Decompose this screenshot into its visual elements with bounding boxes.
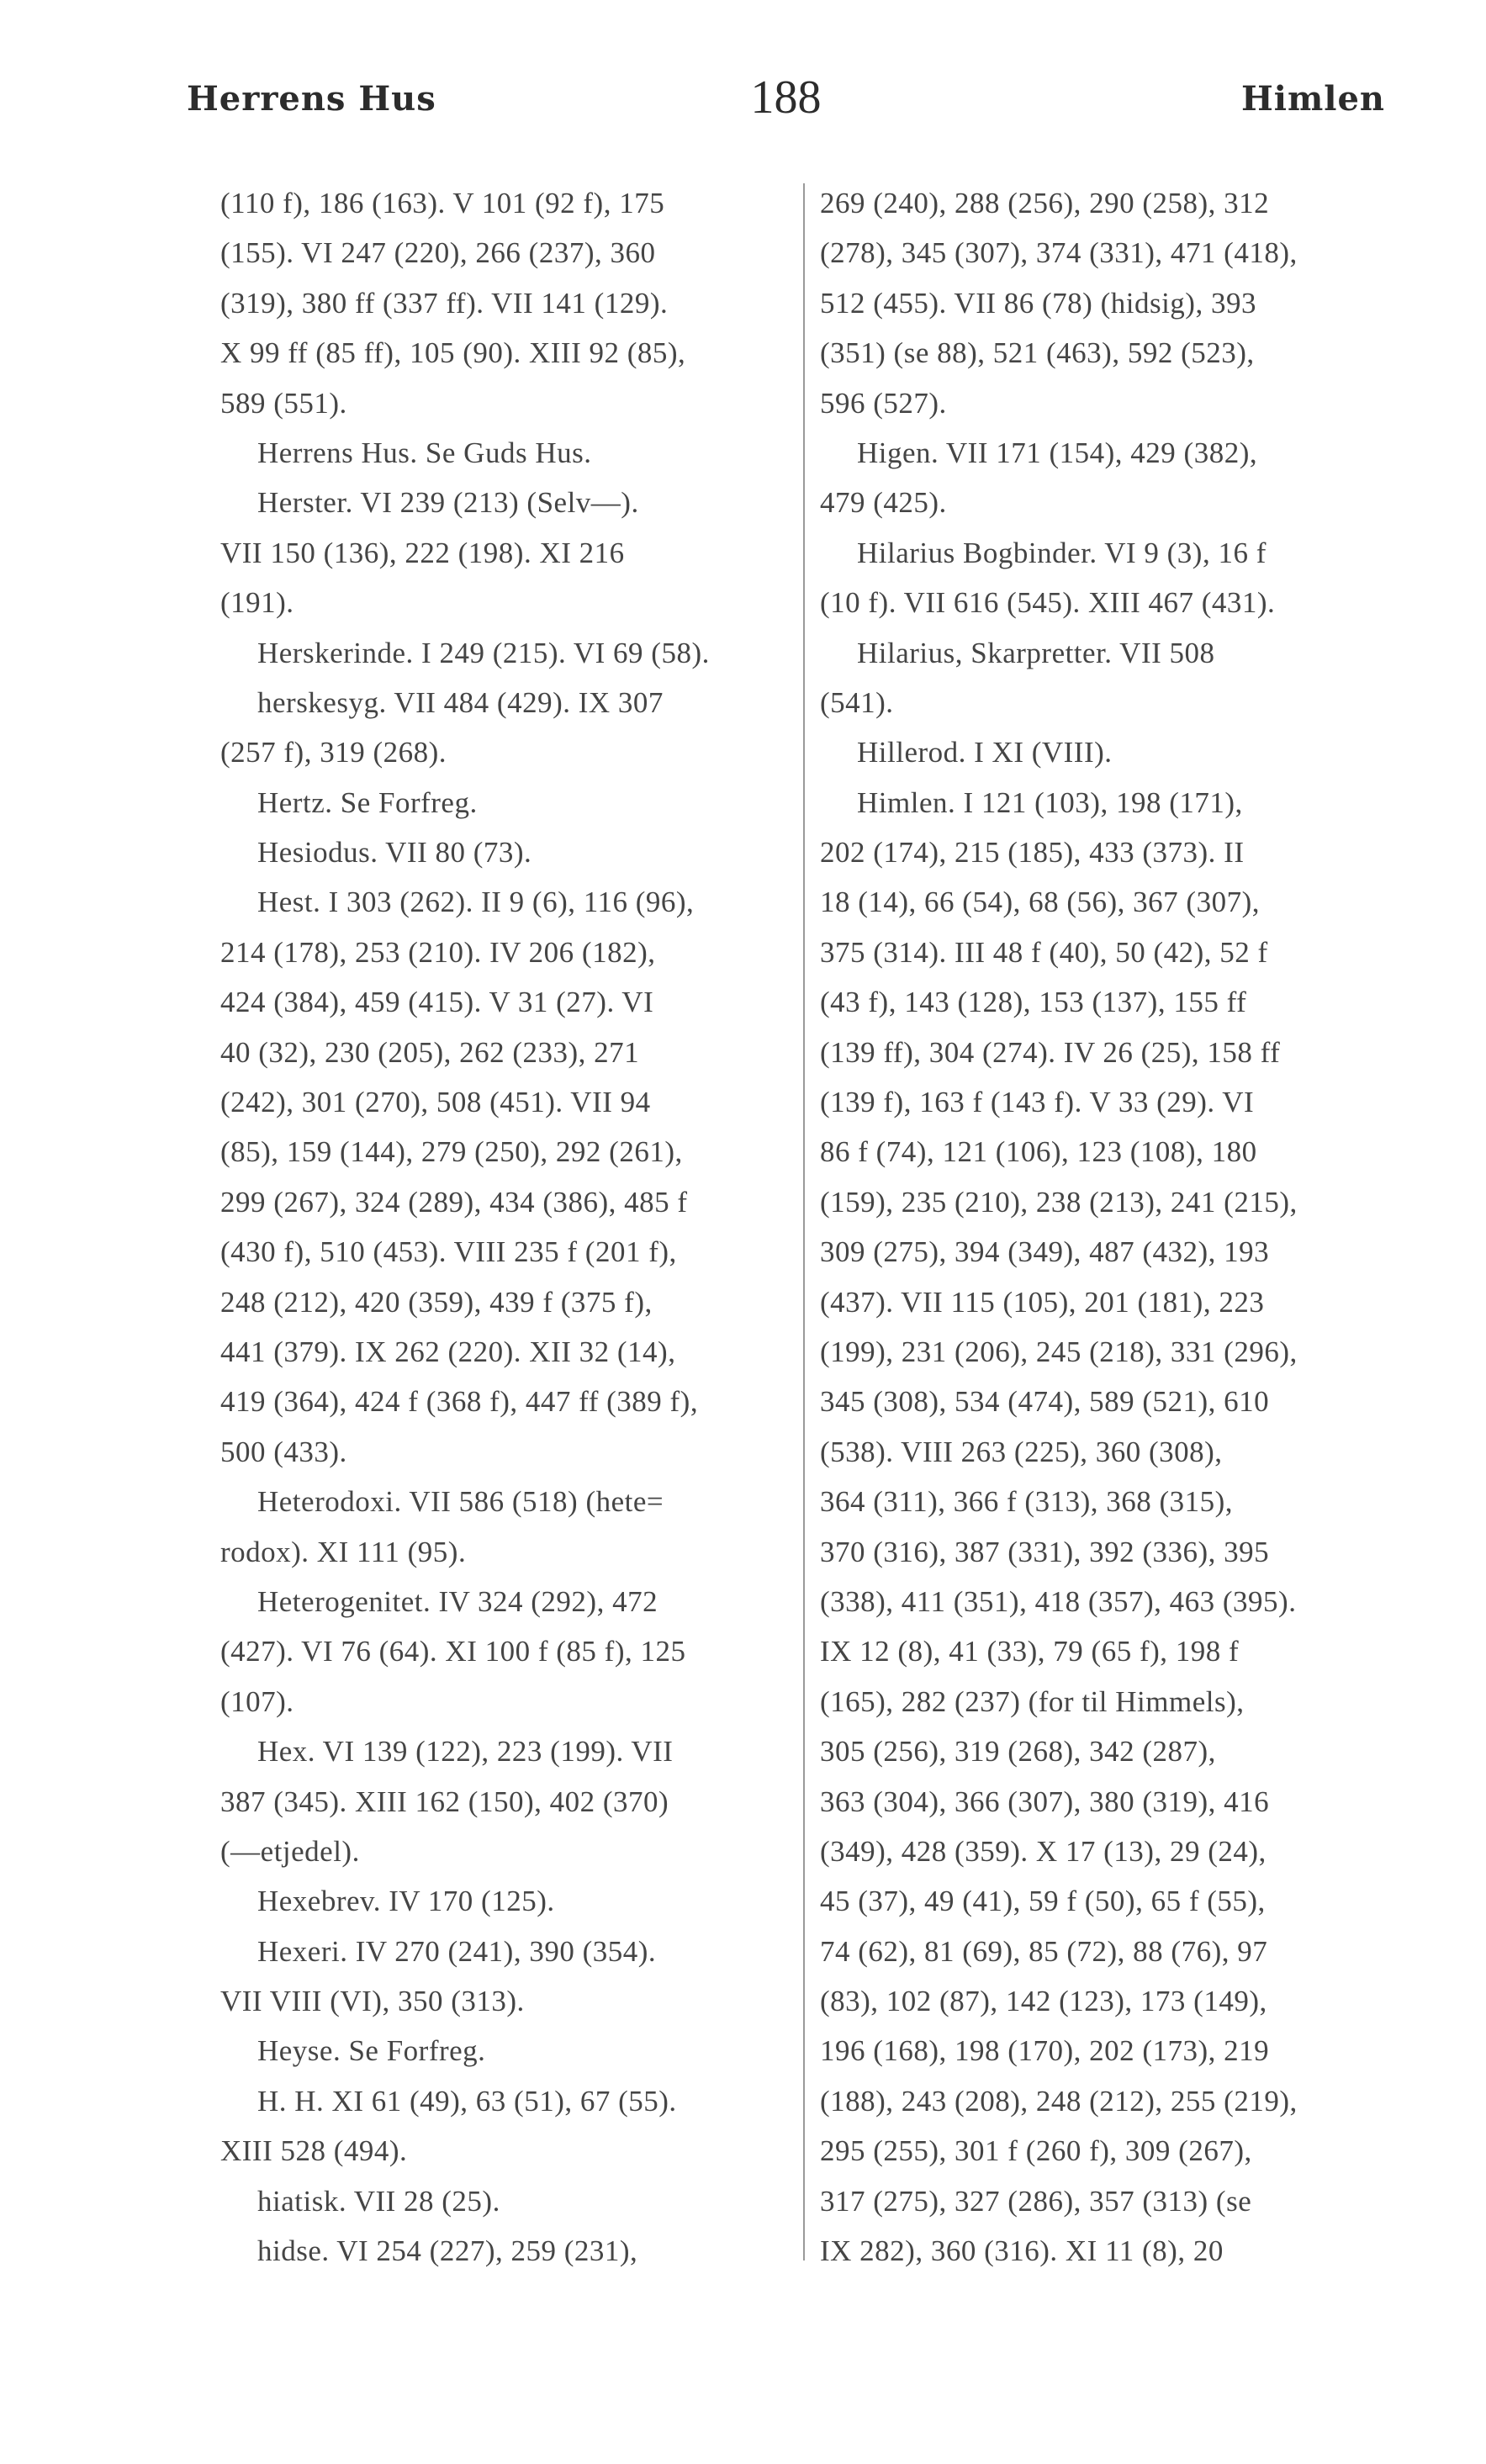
index-entry-line: 18 (14), 66 (54), 68 (56), 367 (307),	[820, 886, 1260, 919]
index-entry-line: 364 (311), 366 f (313), 368 (315),	[820, 1485, 1234, 1519]
index-entry-heading-line: Herster. VI 239 (213) (Selv—).	[257, 486, 639, 520]
index-entry-heading-line: Hex. VI 139 (122), 223 (199). VII	[257, 1735, 674, 1769]
index-entry-line: 419 (364), 424 f (368 f), 447 ff (389 f),	[220, 1385, 699, 1419]
index-entry-line: (199), 231 (206), 245 (218), 331 (296),	[820, 1335, 1298, 1368]
index-entry-heading-line: herskesyg. VII 484 (429). IX 307	[257, 685, 664, 719]
index-entry-line: (351) (se 88), 521 (463), 592 (523),	[820, 336, 1255, 370]
index-entry-line: 196 (168), 198 (170), 202 (173), 219	[820, 2034, 1270, 2068]
column-divider	[803, 183, 805, 2260]
index-entry-line: (—etjedel).	[220, 1834, 360, 1868]
index-entry-line: 317 (275), 327 (286), 357 (313) (se	[820, 2184, 1252, 2218]
right-column	[820, 178, 1409, 2276]
index-entry-line: (349), 428 (359). X 17 (13), 29 (24),	[820, 1834, 1267, 1868]
index-entry-line: (242), 301 (270), 508 (451). VII 94	[220, 1086, 651, 1119]
index-entry-line: (10 f). VII 616 (545). XIII 467 (431).	[820, 586, 1276, 620]
index-entry-line: (541).	[820, 685, 894, 719]
index-entry-line: VII VIII (VI), 350 (313).	[220, 1985, 525, 2018]
index-entry-heading-line: Heterogenitet. IV 324 (292), 472	[257, 1584, 658, 1618]
index-entry-line: 309 (275), 394 (349), 487 (432), 193	[820, 1235, 1270, 1269]
index-entry-heading-line: Hillerod. I XI (VIII).	[857, 736, 1113, 769]
index-entry-line: IX 282), 360 (316). XI 11 (8), 20	[820, 2234, 1224, 2268]
index-entry-line: 596 (527).	[820, 386, 947, 420]
index-entry-line: 512 (455). VII 86 (78) (hidsig), 393	[820, 286, 1256, 320]
index-entry-line: 424 (384), 459 (415). V 31 (27). VI	[220, 986, 654, 1019]
index-entry-line: 363 (304), 366 (307), 380 (319), 416	[820, 1785, 1270, 1818]
index-entry-line: (83), 102 (87), 142 (123), 173 (149),	[820, 1985, 1267, 2018]
index-entry-heading-line: Heterodoxi. VII 586 (518) (hete=	[257, 1485, 664, 1519]
running-head-right: Himlen	[1240, 79, 1385, 119]
index-entry-line: X 99 ff (85 ff), 105 (90). XIII 92 (85),	[220, 336, 686, 370]
index-entry-line: 589 (551).	[220, 386, 347, 420]
page-number: 188	[750, 71, 822, 124]
index-entry-line: rodox). XI 111 (95).	[220, 1535, 467, 1568]
running-head-left: Herrens Hus	[187, 79, 436, 119]
index-entry-line: 202 (174), 215 (185), 433 (373). II	[820, 836, 1245, 870]
index-entry-line: XIII 528 (494).	[220, 2134, 408, 2168]
left-column	[220, 178, 809, 2276]
page-header	[187, 71, 1385, 138]
index-entry-line: 86 f (74), 121 (106), 123 (108), 180	[820, 1135, 1257, 1169]
index-entry-heading-line: hiatisk. VII 28 (25).	[257, 2184, 500, 2218]
index-entry-line: (278), 345 (307), 374 (331), 471 (418),	[820, 236, 1298, 270]
index-entry-line: (188), 243 (208), 248 (212), 255 (219),	[820, 2084, 1298, 2118]
index-entry-line: (139 f), 163 f (143 f). V 33 (29). VI	[820, 1086, 1255, 1119]
index-entry-line: 214 (178), 253 (210). IV 206 (182),	[220, 935, 656, 969]
index-entry-line: (110 f), 186 (163). V 101 (92 f), 175	[220, 187, 665, 219]
index-entry-line: (437). VII 115 (105), 201 (181), 223	[820, 1285, 1265, 1319]
index-entry-heading-line: Hexeri. IV 270 (241), 390 (354).	[257, 1934, 657, 1968]
index-entry-line: 370 (316), 387 (331), 392 (336), 395	[820, 1535, 1270, 1568]
index-entry-line: (427). VI 76 (64). XI 100 f (85 f), 125	[220, 1635, 686, 1668]
index-entry-heading-line: Hilarius, Skarpretter. VII 508	[857, 636, 1215, 669]
index-entry-line: (165), 282 (237) (for til Himmels),	[820, 1684, 1245, 1718]
index-entry-line: 500 (433).	[220, 1435, 347, 1468]
index-entry-heading-line: Herskerinde. I 249 (215). VI 69 (58).	[257, 636, 710, 669]
index-entry-heading-line: H. H. XI 61 (49), 63 (51), 67 (55).	[257, 2084, 677, 2118]
index-entry-line: (257 f), 319 (268).	[220, 736, 447, 769]
index-entry-line: (338), 411 (351), 418 (357), 463 (395).	[820, 1584, 1297, 1618]
index-entry-line: 387 (345). XIII 162 (150), 402 (370)	[220, 1785, 669, 1818]
index-entry-heading-line: Hesiodus. VII 80 (73).	[257, 836, 532, 870]
index-entry-heading-line: Hexebrev. IV 170 (125).	[257, 1885, 555, 1918]
index-entry-line: (191).	[220, 586, 294, 620]
index-entry-line: (319), 380 ff (337 ff). VII 141 (129).	[220, 286, 669, 320]
index-entry-line: 40 (32), 230 (205), 262 (233), 271	[220, 1035, 640, 1069]
index-entry-line: 299 (267), 324 (289), 434 (386), 485 f	[220, 1185, 688, 1219]
index-entry-line: 295 (255), 301 f (260 f), 309 (267),	[820, 2134, 1252, 2168]
index-entry-heading-line: Hilarius Bogbinder. VI 9 (3), 16 f	[857, 536, 1267, 569]
index-entry-line: 269 (240), 288 (256), 290 (258), 312	[820, 187, 1270, 219]
index-entry-heading-line: Hest. I 303 (262). II 9 (6), 116 (96),	[257, 886, 695, 919]
index-entry-line: (85), 159 (144), 279 (250), 292 (261),	[220, 1135, 683, 1169]
index-entry-line: (43 f), 143 (128), 153 (137), 155 ff	[820, 986, 1247, 1019]
index-entry-line: 45 (37), 49 (41), 59 f (50), 65 f (55),	[820, 1885, 1266, 1918]
index-entry-line: (107).	[220, 1684, 294, 1718]
index-entry-heading-line: Himlen. I 121 (103), 198 (171),	[857, 785, 1243, 819]
index-entry-line: (538). VIII 263 (225), 360 (308),	[820, 1435, 1223, 1468]
index-entry-heading-line: Hertz. Se Forfreg.	[257, 785, 478, 819]
index-entry-line: 74 (62), 81 (69), 85 (72), 88 (76), 97	[820, 1934, 1268, 1968]
index-entry-heading-line: Higen. VII 171 (154), 429 (382),	[857, 436, 1258, 469]
index-entry-line: 305 (256), 319 (268), 342 (287),	[820, 1735, 1216, 1769]
index-entry-line: (139 ff), 304 (274). IV 26 (25), 158 ff	[820, 1035, 1281, 1069]
index-entry-line: 345 (308), 534 (474), 589 (521), 610	[820, 1385, 1270, 1419]
index-entry-line: 375 (314). III 48 f (40), 50 (42), 52 f	[820, 935, 1268, 969]
index-entry-line: (155). VI 247 (220), 266 (237), 360	[220, 236, 656, 270]
index-entry-line: IX 12 (8), 41 (33), 79 (65 f), 198 f	[820, 1635, 1240, 1668]
index-entry-heading-line: Heyse. Se Forfreg.	[257, 2034, 486, 2068]
index-entry-line: 248 (212), 420 (359), 439 f (375 f),	[220, 1285, 653, 1319]
index-entry-line: (430 f), 510 (453). VIII 235 f (201 f),	[220, 1235, 677, 1269]
index-entry-line: VII 150 (136), 222 (198). XI 216	[220, 536, 625, 569]
index-entry-line: 479 (425).	[820, 486, 947, 520]
index-entry-heading-line: hidse. VI 254 (227), 259 (231),	[257, 2234, 638, 2268]
index-entry-line: 441 (379). IX 262 (220). XII 32 (14),	[220, 1335, 676, 1368]
index-entry-heading-line: Herrens Hus. Se Guds Hus.	[257, 436, 592, 469]
index-entry-line: (159), 235 (210), 238 (213), 241 (215),	[820, 1185, 1298, 1219]
